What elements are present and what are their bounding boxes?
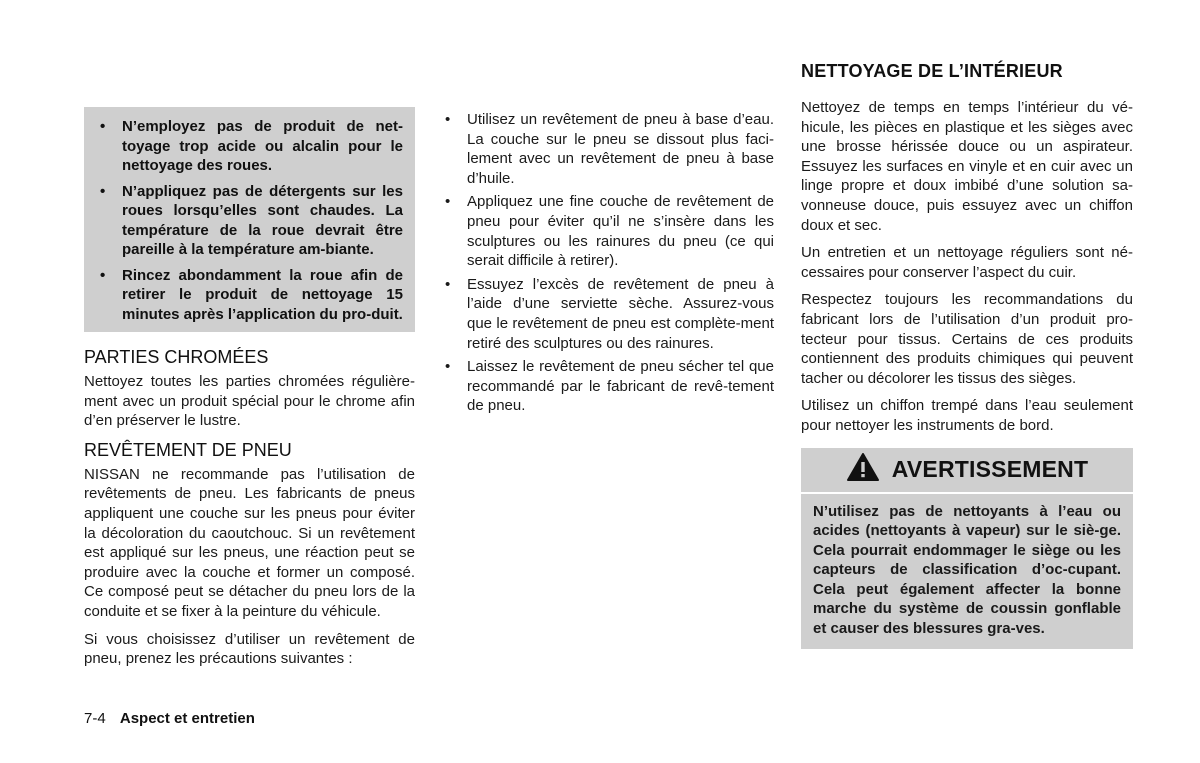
- caution-list: [96, 117, 403, 324]
- tire-coating-paragraph-2: Si vous choisissez d’utiliser un revêtement de pneu, prenez les précautions suivantes :: [84, 630, 415, 668]
- section-title-interior: NETTOYAGE DE L’INTÉRIEUR: [801, 61, 1063, 81]
- caution-item: • Rincez abondamment la roue afin de retirer le produit de nettoyage 15 minutes après l’application du pro-duit.: [96, 266, 403, 325]
- section-title-chrome: PARTIES CHROMÉES: [84, 347, 269, 367]
- list-item: • Laissez le revêtement de pneu sécher tel que recommandé par le fabricant de revê-tement de pneu.: [441, 357, 774, 416]
- section-title-tire-coating: REVÊTEMENT DE PNEU: [84, 439, 292, 460]
- page-number: 7-4: [84, 710, 106, 727]
- warning-title: AVERTISSEMENT: [891, 455, 1089, 482]
- warning-header: [801, 448, 1133, 494]
- interior-paragraph: Utilisez un chiffon trempé dans l’eau seulement pour nettoyer les instruments de bord.: [801, 397, 1133, 434]
- list-item: • Essuyez l’excès de revêtement de pneu à l’aide d’une serviette sèche. Assurez-vous que le revêtement de pneu est complète-ment retiré des sculptures ou des rainures.: [441, 275, 774, 353]
- right-column: [801, 60, 1133, 649]
- warning-text: N’utilisez pas de nettoyants à l’eau ou acides (nettoyants à vapeur) sur le siè-ge. Cela pourrait endommager le siège ou les capteurs de classification d’oc-cupant. Cela peut également affecter la bonne marche du système de coussin gonflable et causer des blessures gra-ves.: [813, 502, 1121, 638]
- warning-triangle-icon: [846, 452, 880, 488]
- left-column: [84, 107, 415, 677]
- caution-item: • N’employez pas de produit de net-toyage trop acide ou alcalin pour le nettoyage des roues.: [96, 117, 403, 176]
- caution-item: • N’appliquez pas de détergents sur les roues lorsqu’elles sont chaudes. La température de la roue devrait être pareille à la température am-biante.: [96, 182, 403, 260]
- interior-paragraph: Respectez toujours les recommandations du fabricant lors de l’utilisation d’un produit pro-tecteur pour tissus. Certains de ces produits contiennent des produits chimiques qui peuvent tacher ou décolorer les tissus des sièges.: [801, 291, 1133, 387]
- footer-section-name: Aspect et entretien: [119, 710, 255, 727]
- warning-box: [801, 448, 1133, 649]
- caution-box: [84, 107, 415, 332]
- interior-paragraph: Nettoyez de temps en temps l’intérieur du vé-hicule, les pièces en plastique et les sièges avec une brosse hérissée douce ou un aspirateur. Essuyez les surfaces en vinyle et en cuir avec un linge propre et doux imbibé d’une solution sa-vonneuse douce, puis essuyez avec un chiffon doux et sec.: [801, 99, 1133, 234]
- page-footer: [84, 710, 255, 727]
- section-text-chrome: Nettoyez toutes les parties chromées régulière-ment avec un produit spécial pour le chrome afin d’en préserver le lustre.: [84, 373, 415, 430]
- list-item: • Utilisez un revêtement de pneu à base d’eau. La couche sur le pneu se dissout plus faci-lement avec un revêtement de pneu à base d’huile.: [441, 110, 774, 188]
- interior-paragraph: Un entretien et un nettoyage réguliers sont né-cessaires pour conserver l’aspect du cuir.: [801, 244, 1133, 281]
- tire-coating-precautions-list: [441, 110, 774, 416]
- tire-coating-paragraph-1: NISSAN ne recommande pas l’utilisation de revêtements de pneu. Les fabricants de pneus appliquent une couche sur les pneus pour éviter la décoloration du caoutchouc. Si un revêtement est appliqué sur les pneus, une réaction peut se produire avec la couche et former un composé. Ce composé peut se détacher du pneu lors de la conduite et se fixer à la peinture du véhicule.: [84, 465, 415, 620]
- list-item: • Appliquez une fine couche de revêtement de pneu pour éviter qu’il ne s’insère dans les sculptures ou les rainures du pneu (ce qui serait difficile à retirer).: [441, 192, 774, 270]
- middle-column: [441, 110, 774, 420]
